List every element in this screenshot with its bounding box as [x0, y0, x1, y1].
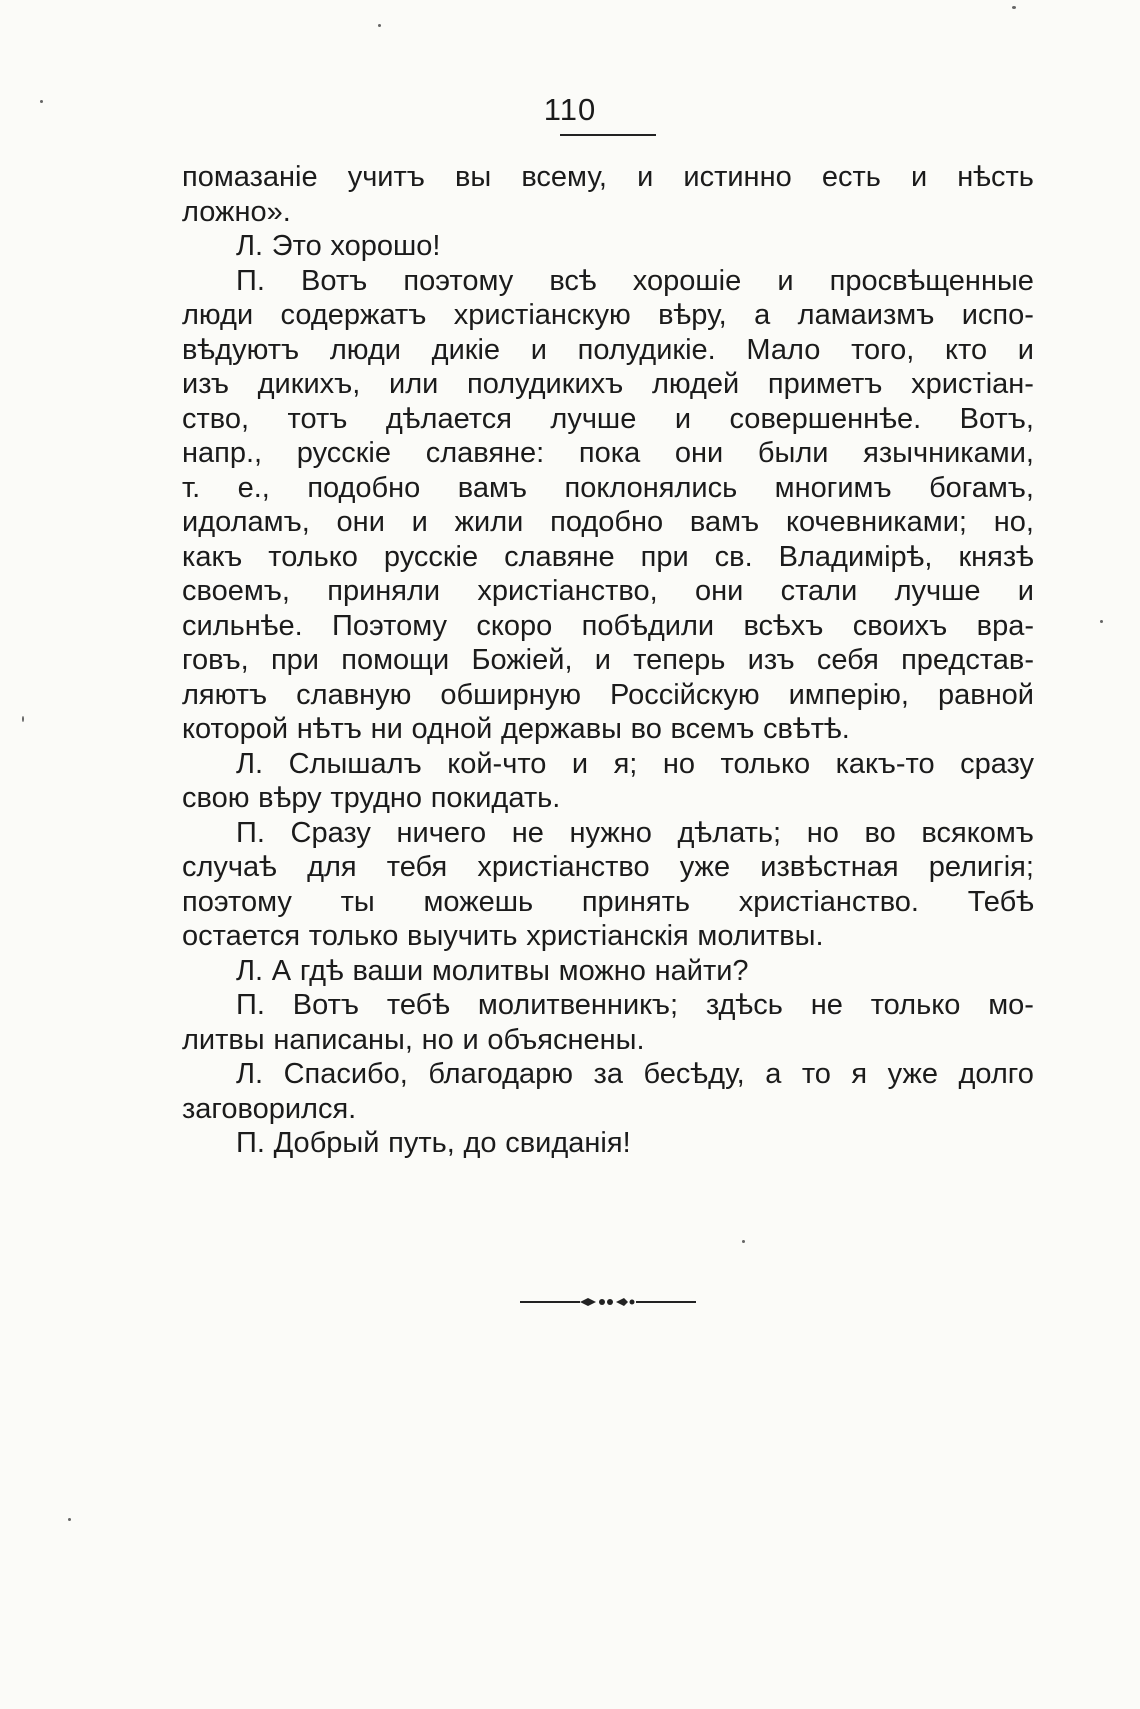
word: но [806, 816, 839, 849]
word: ты [340, 885, 375, 918]
text-line [182, 954, 1034, 989]
word: дѣлается [385, 402, 512, 435]
word: только [870, 989, 961, 1021]
page-number-underline [560, 134, 656, 136]
word: и [411, 506, 428, 538]
word: поэтому [182, 885, 292, 918]
word: тебѣ [386, 989, 451, 1021]
word: кочевниками; [785, 506, 967, 538]
word: е., [237, 471, 270, 504]
word: и [1017, 575, 1034, 607]
word: и [674, 402, 692, 435]
text-line [182, 505, 1034, 540]
word: Вотъ [301, 264, 368, 297]
word: найти? [654, 954, 749, 987]
text-line [182, 574, 1034, 609]
word: вѣру, [658, 299, 727, 331]
word: дикихъ, [257, 368, 361, 400]
word: принять [581, 885, 690, 918]
word: П. [236, 989, 265, 1021]
word: христіанство. [738, 885, 919, 918]
word: но, [993, 506, 1034, 538]
word: я; [613, 747, 638, 780]
word: путь, [388, 1127, 455, 1159]
word: и [777, 264, 794, 297]
word: многимъ [774, 471, 892, 504]
word: побѣдили [581, 609, 715, 642]
text-line [182, 402, 1034, 437]
word: люди [182, 299, 254, 331]
word: люди [329, 333, 401, 366]
word: уже [887, 1058, 938, 1090]
word: поклонялись [564, 471, 738, 504]
word: скоро [476, 609, 553, 642]
word: не [511, 816, 544, 849]
word: и [637, 161, 654, 193]
word: ваши [352, 954, 424, 987]
word: вѣдуютъ [182, 333, 300, 366]
word: нужно [569, 816, 652, 849]
word: того, [851, 333, 915, 366]
word: Вотъ, [959, 402, 1034, 435]
text-line [182, 816, 1034, 851]
word: уже [679, 851, 731, 883]
word: говъ, [182, 644, 249, 676]
word: помазаніе [182, 161, 318, 193]
word: людей [651, 368, 740, 400]
word: Россійскую [610, 678, 760, 711]
text-line [182, 885, 1034, 920]
word: Поэтому [332, 609, 448, 642]
word: молитвенникъ; [477, 989, 679, 1021]
word: хорошіе [632, 264, 742, 297]
word: христіанство [477, 851, 650, 883]
text-line [182, 160, 1034, 195]
text-line [182, 1126, 1034, 1161]
word: напр., [182, 437, 263, 469]
word: русскіе [383, 540, 479, 573]
scan-speck [40, 100, 43, 103]
word: кой-что [447, 747, 547, 780]
word: пока [578, 437, 641, 469]
word: христіан- [911, 368, 1034, 400]
word: всему, [521, 161, 607, 193]
word: а [765, 1058, 782, 1090]
word: всякомъ [921, 816, 1034, 849]
word: ство, [182, 402, 250, 435]
word: дѣлать; [677, 816, 782, 849]
word: или [389, 368, 439, 400]
text-line [182, 678, 1034, 713]
word: христіанскую [453, 299, 631, 331]
word: они [694, 575, 744, 607]
word: они [336, 506, 385, 538]
word: всѣ [549, 264, 597, 297]
word: молитвы. [697, 920, 824, 952]
word: ляютъ [182, 678, 268, 711]
word: ламаизмъ [797, 299, 935, 331]
word: истинно [683, 161, 792, 193]
word: изъ [182, 368, 229, 400]
word: только [720, 747, 811, 780]
word: обширную [440, 678, 581, 711]
word: но [421, 1023, 454, 1056]
word: то [801, 1058, 831, 1090]
word: Сразу [290, 816, 371, 849]
word: Владимірѣ, [778, 540, 933, 573]
text-line [182, 333, 1034, 368]
word: и [594, 644, 611, 676]
word: А [271, 954, 292, 987]
word: ни [370, 713, 403, 745]
word: религія; [928, 851, 1034, 883]
page-number: 110 [543, 92, 597, 127]
scan-speck [1012, 6, 1016, 9]
word: всемъ [670, 713, 755, 745]
text-line [182, 436, 1034, 471]
word: вамъ [689, 506, 760, 538]
word: равной [937, 678, 1034, 711]
word: бесѣду, [643, 1058, 745, 1090]
word: здѣсь [705, 989, 783, 1021]
text-line [182, 264, 1034, 299]
word: при [270, 644, 319, 676]
word: ложно». [182, 195, 291, 228]
word: себя [816, 644, 879, 676]
word: язычниками, [863, 437, 1034, 469]
word: своемъ, [182, 575, 290, 607]
text-line [182, 298, 1034, 333]
word: Добрый [273, 1127, 380, 1159]
word: одной [411, 713, 493, 745]
word: Мало [746, 333, 821, 366]
word: Это [271, 230, 322, 262]
word: сильнѣе. [182, 609, 303, 642]
word: подобно [307, 471, 421, 504]
word: русскіе [296, 437, 392, 469]
text-line [182, 850, 1034, 885]
text-line [182, 919, 1034, 954]
word: остается [182, 920, 301, 952]
scan-speck [22, 716, 24, 722]
word: Тебѣ [967, 885, 1034, 918]
word: нѣтъ [296, 713, 362, 745]
word: трудно [330, 782, 423, 814]
word: П. [236, 264, 265, 297]
scan-speck [68, 1518, 71, 1521]
word: свѣтѣ. [763, 713, 850, 745]
word: приняли [327, 575, 441, 607]
text-line [182, 747, 1034, 782]
word: славяне [504, 540, 615, 573]
word: славяне: [425, 437, 545, 469]
word: христіанство, [477, 575, 658, 607]
word: помощи [341, 644, 450, 676]
word: случаѣ [182, 851, 277, 883]
word: просвѣщенные [829, 264, 1034, 297]
scan-speck [742, 1240, 745, 1243]
word: объяснены. [487, 1023, 645, 1056]
word: имперію, [788, 678, 909, 711]
word: написаны, [273, 1023, 413, 1056]
text-line [182, 988, 1034, 1023]
word: лучше [550, 402, 637, 435]
word: идоламъ, [182, 506, 310, 538]
word: долго [958, 1058, 1034, 1090]
word: молитвы [431, 954, 550, 987]
word: мо- [988, 989, 1034, 1021]
text-line [182, 367, 1034, 402]
word: ничего [396, 816, 487, 849]
word: какъ-то [835, 747, 935, 780]
word: до [463, 1127, 497, 1159]
word: и [462, 1023, 479, 1056]
word: кто [945, 333, 988, 366]
word: хорошо! [330, 230, 441, 262]
word: вамъ [457, 471, 528, 504]
word: тебя [386, 851, 448, 883]
word: совершеннѣе. [729, 402, 922, 435]
word: и [530, 333, 547, 366]
word: литвы [182, 1023, 265, 1056]
word: Божіей, [471, 644, 573, 676]
word: славную [296, 678, 412, 711]
word: только [268, 540, 358, 573]
text-line [182, 1023, 1034, 1058]
scan-speck [1100, 620, 1103, 623]
word: во [630, 713, 662, 745]
word: державы [500, 713, 622, 745]
word: содержатъ [280, 299, 427, 331]
word: Спасибо, [283, 1058, 408, 1090]
word: Слышалъ [288, 747, 422, 780]
word: при [640, 540, 689, 573]
word: стали [780, 575, 858, 607]
word: князѣ [958, 540, 1034, 573]
word: П. [236, 1127, 265, 1159]
word: теперь [633, 644, 726, 676]
word: я [851, 1058, 868, 1090]
text-line [182, 1092, 1034, 1127]
word: были [757, 437, 829, 469]
word: и [571, 747, 589, 780]
word: Л. [236, 954, 264, 987]
word: заговорился. [182, 1092, 357, 1125]
word: св. [714, 540, 753, 573]
scan-speck [378, 24, 381, 27]
word: богамъ, [929, 471, 1034, 504]
word: дикіе [431, 333, 501, 366]
word: только [308, 920, 399, 952]
word: полудикихъ [466, 368, 624, 400]
word: приметъ [767, 368, 883, 400]
word: во [864, 816, 896, 849]
word: которой [182, 713, 289, 745]
word: своихъ [852, 609, 948, 642]
text-line [182, 781, 1034, 816]
word: нѣсть [957, 161, 1034, 193]
word: Л. [236, 230, 264, 262]
word: Вотъ [292, 989, 360, 1021]
word: не [810, 989, 843, 1021]
word: тотъ [287, 402, 348, 435]
word: лучше [894, 575, 981, 607]
word: изъ [747, 644, 795, 676]
word: полудикіе. [577, 333, 716, 366]
word: всѣхъ [743, 609, 824, 642]
word: они [674, 437, 724, 469]
text-line [182, 195, 1034, 230]
word: но [662, 747, 695, 780]
word: т. [182, 471, 201, 504]
word: гдѣ [299, 954, 344, 987]
end-ornament [518, 1292, 698, 1312]
text-line [182, 1057, 1034, 1092]
word: вы [455, 161, 492, 193]
word: Л. [236, 747, 264, 780]
word: П. [236, 816, 265, 849]
word: Л. [236, 1058, 264, 1090]
word: христіанскія [526, 920, 689, 952]
word: свою [182, 782, 250, 814]
text-line [182, 540, 1034, 575]
word: можешь [423, 885, 534, 918]
word: для [307, 851, 357, 883]
word: благодарю [428, 1058, 574, 1090]
word: свиданія! [505, 1127, 631, 1159]
word: выучить [407, 920, 518, 952]
text-line [182, 609, 1034, 644]
word: какъ [182, 540, 243, 573]
word: а [754, 299, 771, 331]
word: за [593, 1058, 623, 1090]
text-line [182, 643, 1034, 678]
word: сразу [960, 747, 1034, 780]
word: испо- [961, 299, 1034, 331]
word: и [910, 161, 928, 193]
word: вра- [976, 609, 1034, 642]
text-line [182, 229, 1034, 264]
word: и [1017, 333, 1034, 366]
word: есть [821, 161, 881, 193]
word: подобно [550, 506, 664, 538]
word: жили [454, 506, 524, 538]
text-line [182, 712, 1034, 747]
word: можно [558, 954, 646, 987]
word: извѣстная [760, 851, 899, 883]
word: поэтому [403, 264, 514, 297]
word: покидать. [430, 782, 561, 814]
body-text [182, 160, 1034, 1161]
text-line [182, 471, 1034, 506]
word: представ- [901, 644, 1034, 676]
word: учитъ [347, 161, 425, 193]
word: вѣру [258, 782, 322, 814]
